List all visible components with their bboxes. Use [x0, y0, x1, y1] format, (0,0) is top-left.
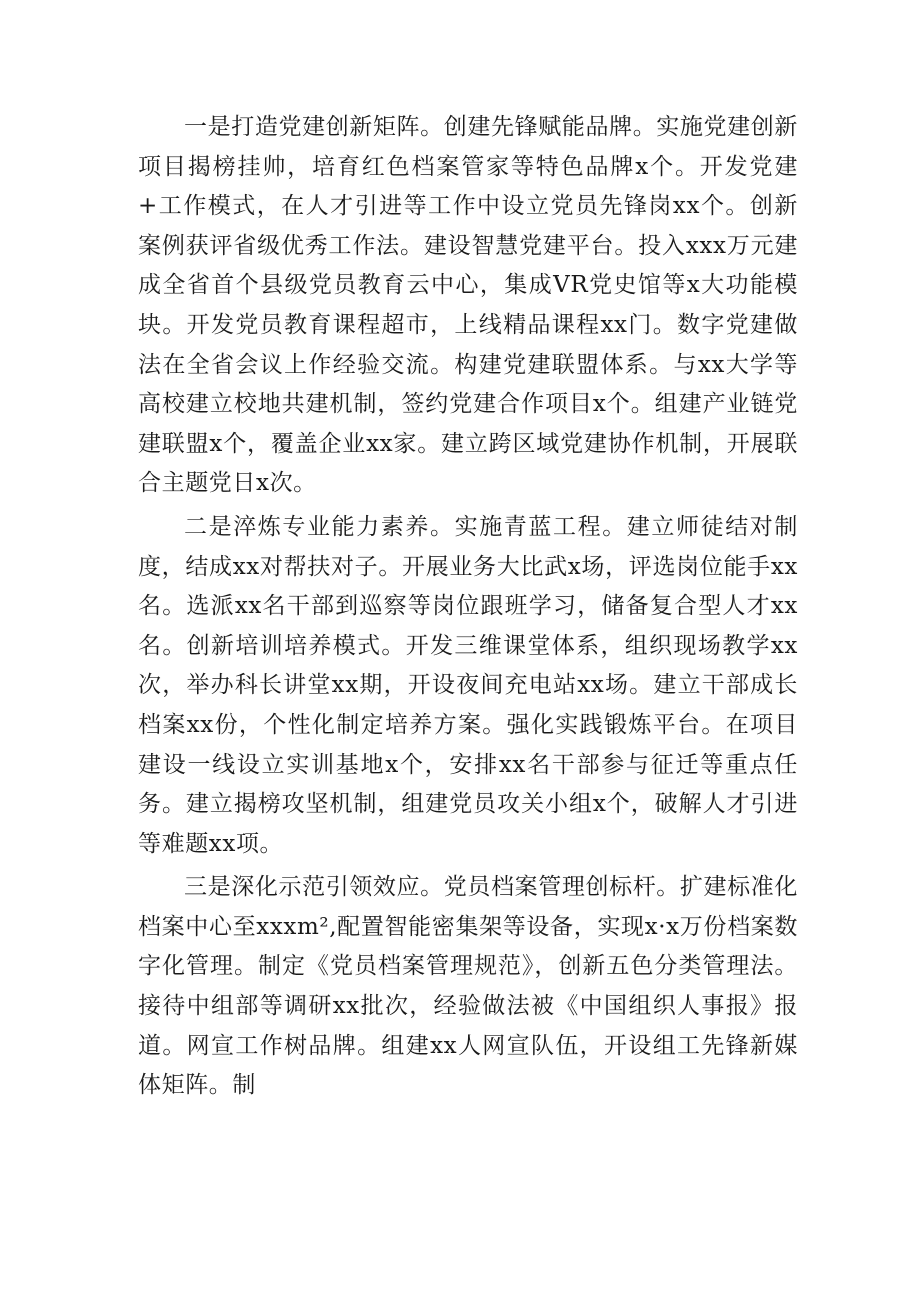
- paragraph-party-building-innovation: 一是打造党建创新矩阵。创建先锋赋能品牌。实施党建创新项目揭榜挂帅，培育红色档案管家等特色品牌x个。开发党建+工作模式，在人才引进等工作中设立党员先锋岗xx个。创新案例获评省级优秀工作法。建设智慧党建平台。投入xxx万元建成全省首个县级党员教育云中心，集成VR党史馆等x大功能模块。开发党员教育课程超市，上线精品课程xx门。数字党建做法在全省会议上作经验交流。构建党建联盟体系。与xx大学等高校建立校地共建机制，签约党建合作项目x个。组建产业链党建联盟x个，覆盖企业xx家。建立跨区域党建协作机制，开展联合主题党日x次。: [138, 114, 798, 497]
- paragraph-professional-ability: 二是淬炼专业能力素养。实施青蓝工程。建立师徒结对制度，结成xx对帮扶对子。开展业务大比武x场，评选岗位能手xx名。选派xx名干部到巡察等岗位跟班学习，储备复合型人才xx名。创新培训培养模式。开发三维课堂体系，组织现场教学xx次，举办科长讲堂xx期，开设夜间充电站xx场。建立干部成长档案xx份，个性化制定培养方案。强化实践锻炼平台。在项目建设一线设立实训基地x个，安排xx名干部参与征迁等重点任务。建立揭榜攻坚机制，组建党员攻关小组x个，破解人才引进等难题xx项。: [138, 513, 798, 857]
- document-body: [138, 108, 798, 1110]
- paragraph-demonstration-effect: 三是深化示范引领效应。党员档案管理创标杆。扩建标准化档案中心至xxxm²,配置智能密集架等设备，实现x·x万份档案数字化管理。制定《党员档案管理规范》，创新五色分类管理法。接待中组部等调研xx批次，经验做法被《中国组织人事报》报道。网宣工作树品牌。组建xx人网宣队伍，开设组工先锋新媒体矩阵。制: [138, 874, 798, 1099]
